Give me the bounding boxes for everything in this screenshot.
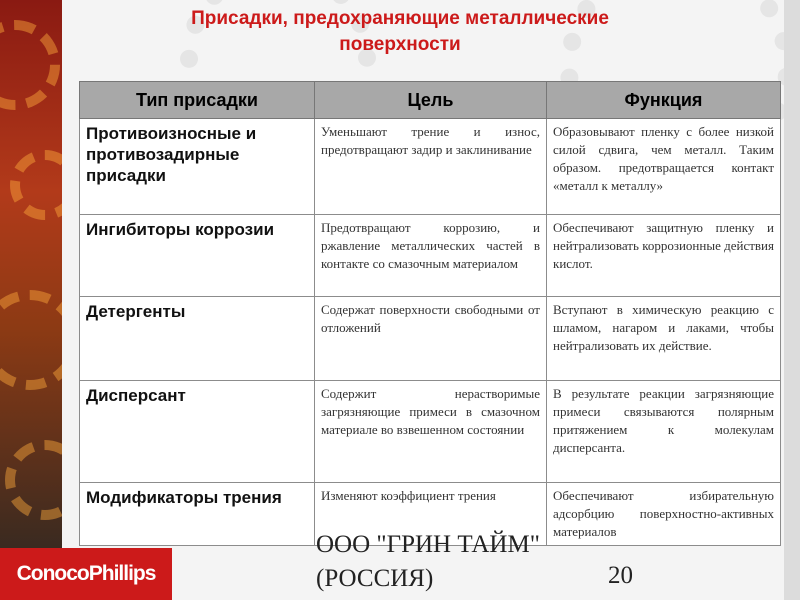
- cell-goal: Содержат поверхности свободными от отложений: [315, 297, 547, 381]
- cell-function: Вступают в химическую реакцию с шламом, нагаром и лаками, чтобы нейтрализовать их действие.: [547, 297, 781, 381]
- header-function: Функция: [547, 82, 781, 119]
- gear-decoration-icon: [0, 290, 62, 390]
- table-header-row: [80, 82, 781, 119]
- header-type: Тип присадки: [80, 82, 315, 119]
- table-row: [80, 215, 781, 297]
- gear-decoration-icon: [10, 150, 62, 220]
- table-row: [80, 119, 781, 215]
- gear-decoration-icon: [5, 440, 62, 520]
- conocophillips-logo: ConocoPhillips: [0, 548, 172, 600]
- cell-goal: Изменяют коэффициент трения: [315, 483, 547, 546]
- cell-type: Дисперсант: [80, 381, 315, 483]
- additives-table: [79, 81, 781, 546]
- cell-goal: Уменьшают трение и износ, предотвращают задир и заклинивание: [315, 119, 547, 215]
- cell-function: Образовывают пленку с более низкой силой сдвига, чем металл. Таким образом. предотвращается контакт «металл к металлу»: [547, 119, 781, 215]
- table-row: [80, 381, 781, 483]
- slide-title: Присадки, предохраняющие металлические поверхности: [191, 8, 609, 55]
- footer-company-name: ООО "ГРИН ТАЙМ" (РОССИЯ): [316, 531, 540, 592]
- cell-goal: Предотвращают коррозию, и ржавление металлических частей в контакте со смазочным материалом: [315, 215, 547, 297]
- cell-function: Обеспечивают избирательную адсорбцию поверхностно-активных материалов: [547, 483, 781, 546]
- right-decorative-band: [784, 0, 800, 600]
- cell-type: Модификаторы трения: [80, 483, 315, 546]
- table-row: [80, 297, 781, 381]
- cell-type: Детергенты: [80, 297, 315, 381]
- page-number: 20: [608, 562, 633, 589]
- cell-function: Обеспечивают защитную пленку и нейтрализовать коррозионные действия кислот.: [547, 215, 781, 297]
- cell-type: Ингибиторы коррозии: [80, 215, 315, 297]
- gear-decoration-icon: [0, 20, 60, 110]
- left-decorative-band: [0, 0, 62, 548]
- cell-function: В результате реакции загрязняющие примеси связываются полярным притяжением к молекулам дисперсанта.: [547, 381, 781, 483]
- cell-goal: Содержит нерастворимые загрязняющие примеси в смазочном материале во взвешенном состоянии: [315, 381, 547, 483]
- header-goal: Цель: [315, 82, 547, 119]
- cell-type: Противоизносные и противозадирные присадки: [80, 119, 315, 215]
